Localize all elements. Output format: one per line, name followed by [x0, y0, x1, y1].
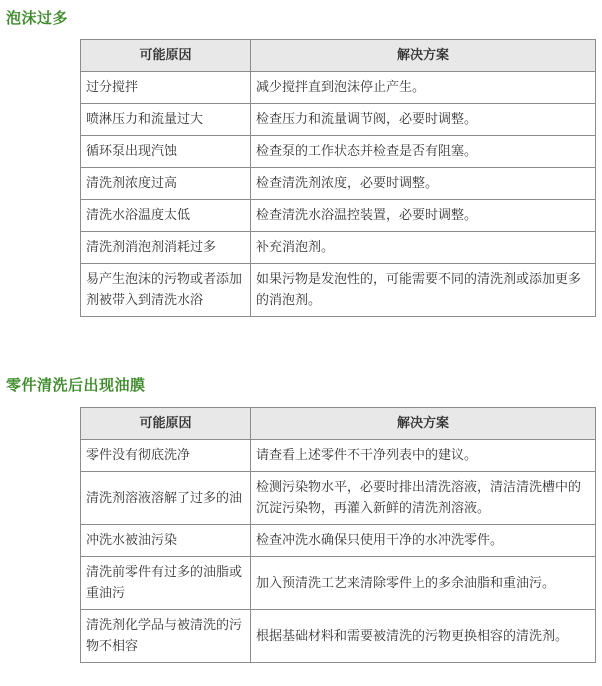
table-row — [81, 472, 596, 525]
cause-cell: 清洗剂浓度过高 — [81, 168, 251, 200]
solution-cell: 检查冲洗水确保只使用干净的水冲洗零件。 — [251, 525, 596, 557]
oil-film-troubleshooting-table — [80, 407, 596, 663]
solution-cell: 减少搅拌直到泡沫停止产生。 — [251, 72, 596, 104]
table-row — [81, 104, 596, 136]
cause-cell: 清洗前零件有过多的油脂或重油污 — [81, 557, 251, 610]
table-row — [81, 232, 596, 264]
foam-troubleshooting-table — [80, 39, 596, 317]
table-header-row — [81, 408, 596, 440]
header-solution: 解决方案 — [251, 40, 596, 72]
section-title-foam: 泡沫过多 — [6, 9, 69, 27]
cause-cell: 清洗剂溶液溶解了过多的油 — [81, 472, 251, 525]
solution-cell: 补充消泡剂。 — [251, 232, 596, 264]
solution-cell: 检测污染物水平，必要时排出清洗溶液，清洁清洗槽中的沉淀污染物，再灌入新鲜的清洗剂溶液。 — [251, 472, 596, 525]
solution-cell: 加入预清洗工艺来清除零件上的多余油脂和重油污。 — [251, 557, 596, 610]
cause-cell: 清洗水浴温度太低 — [81, 200, 251, 232]
cause-cell: 过分搅拌 — [81, 72, 251, 104]
table-row — [81, 610, 596, 663]
table-row — [81, 264, 596, 317]
cause-cell: 喷淋压力和流量过大 — [81, 104, 251, 136]
table-row — [81, 72, 596, 104]
table-header-row — [81, 40, 596, 72]
cause-cell: 冲洗水被油污染 — [81, 525, 251, 557]
solution-cell: 请查看上述零件不干净列表中的建议。 — [251, 440, 596, 472]
cause-cell: 清洗剂化学品与被清洗的污物不相容 — [81, 610, 251, 663]
solution-cell: 检查清洗水浴温控装置，必要时调整。 — [251, 200, 596, 232]
cause-cell: 清洗剂消泡剂消耗过多 — [81, 232, 251, 264]
solution-cell: 检查清洗剂浓度，必要时调整。 — [251, 168, 596, 200]
table-row — [81, 440, 596, 472]
table-row — [81, 557, 596, 610]
table-row — [81, 200, 596, 232]
cause-cell: 循环泵出现汽蚀 — [81, 136, 251, 168]
solution-cell: 检查泵的工作状态并检查是否有阻塞。 — [251, 136, 596, 168]
table-row — [81, 168, 596, 200]
section-title-oil-film: 零件清洗后出现油膜 — [6, 376, 146, 394]
solution-cell: 如果污物是发泡性的，可能需要不同的清洗剂或添加更多的消泡剂。 — [251, 264, 596, 317]
solution-cell: 根据基础材料和需要被清洗的污物更换相容的清洗剂。 — [251, 610, 596, 663]
table-row — [81, 136, 596, 168]
solution-cell: 检查压力和流量调节阀，必要时调整。 — [251, 104, 596, 136]
cause-cell: 零件没有彻底洗净 — [81, 440, 251, 472]
header-cause: 可能原因 — [81, 40, 251, 72]
header-solution: 解决方案 — [251, 408, 596, 440]
cause-cell: 易产生泡沫的污物或者添加剂被带入到清洗水浴 — [81, 264, 251, 317]
table-row — [81, 525, 596, 557]
header-cause: 可能原因 — [81, 408, 251, 440]
